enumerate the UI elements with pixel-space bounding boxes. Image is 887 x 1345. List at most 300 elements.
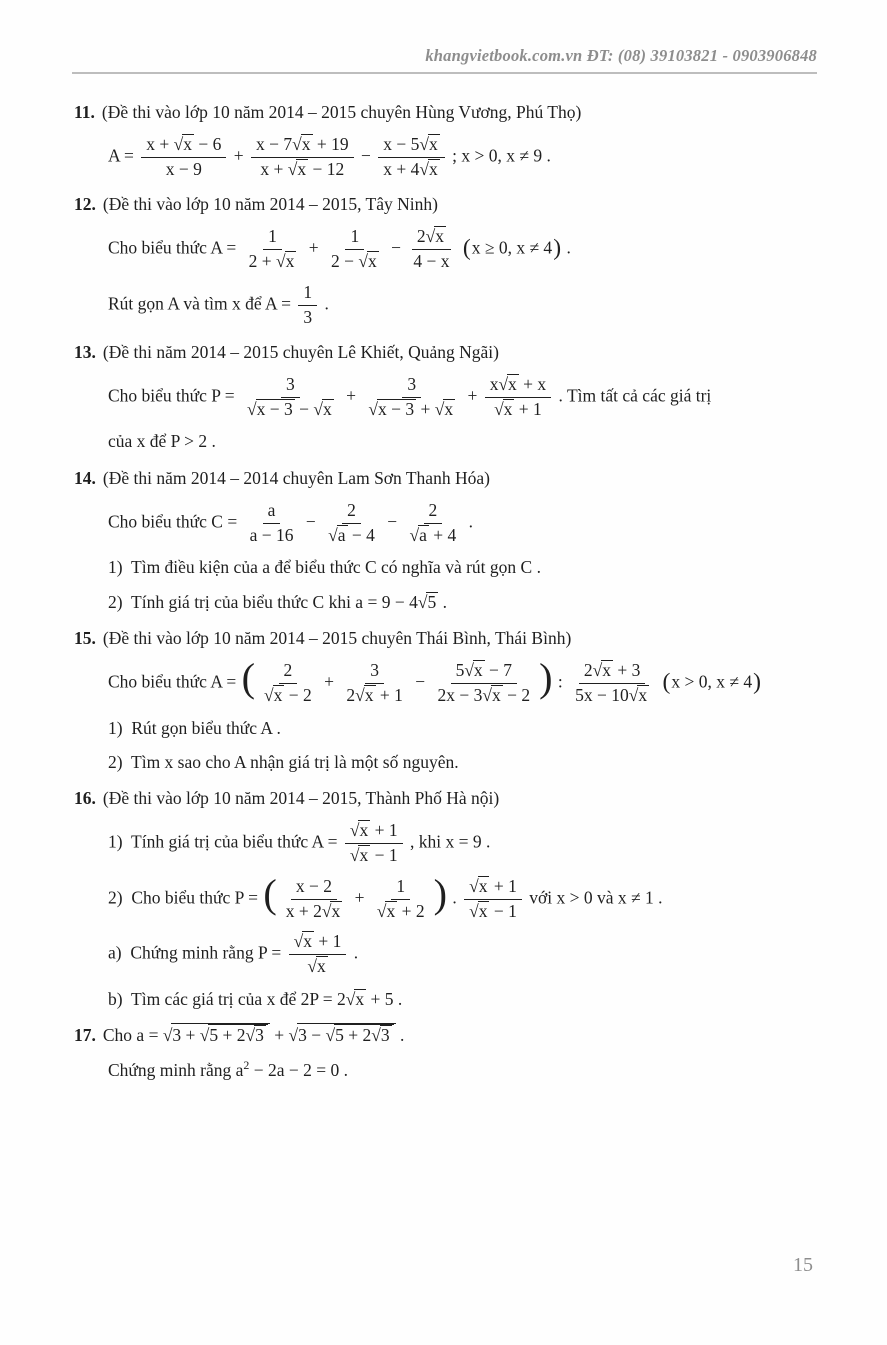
text-run: 5 (455, 659, 465, 680)
text-run: 3 (285, 373, 295, 394)
radicand (385, 901, 397, 922)
text-run: x (303, 931, 313, 952)
text-run: x (491, 684, 501, 705)
denominator (244, 250, 302, 273)
text-run: 1 (396, 875, 406, 896)
square-root (410, 525, 429, 545)
text-run: Cho biểu thức A = (108, 671, 241, 692)
problem-heading (74, 1022, 821, 1049)
radicand (182, 134, 194, 155)
problem-line (74, 281, 821, 330)
fraction (485, 374, 551, 421)
text-run: x (297, 159, 307, 179)
radical-sign-icon: √ (494, 398, 504, 419)
text-run: 4 − x (413, 250, 450, 271)
square-root (289, 1025, 396, 1045)
text-run: + (269, 1025, 289, 1046)
text-run: của x để P > 2 . (108, 431, 216, 452)
square-root (350, 820, 370, 840)
text-run: − 1 (489, 900, 517, 921)
radicand (171, 1023, 269, 1046)
radical-sign-icon: √ (307, 956, 317, 977)
text-run: 3 (370, 659, 379, 680)
problem-line (74, 589, 821, 616)
problem-title (103, 1025, 404, 1045)
radicand (428, 159, 440, 180)
denominator (363, 398, 460, 421)
text-run: x (508, 373, 517, 394)
square-root (418, 592, 438, 612)
radicand (297, 1023, 395, 1046)
text-run: x − 3 (377, 398, 415, 419)
text-run: Rút gọn A và tìm x để A = (108, 293, 296, 314)
text-run: (Đề thi vào lớp 10 năm 2014 – 2015, Tây Ninh) (102, 193, 438, 214)
text-run: 3 (303, 306, 313, 327)
problem-number: 16. (74, 787, 96, 808)
problem-number: 14. (74, 467, 96, 488)
problem-line (74, 871, 821, 924)
radical-sign-icon: √ (482, 684, 492, 705)
numerator (378, 134, 444, 158)
problem (74, 339, 821, 456)
text-run: x (301, 134, 311, 155)
text-run: 1) Rút gọn biểu thức A . (108, 717, 281, 738)
radicand (254, 1025, 266, 1046)
radicand (380, 1025, 392, 1046)
square-root (163, 1025, 270, 1045)
numerator (402, 374, 421, 398)
radical-sign-icon: √ (376, 900, 387, 921)
text-run: x (503, 398, 513, 419)
parenthesis: ) (553, 235, 562, 262)
parenthesis: ) (433, 871, 447, 917)
problem (74, 785, 821, 1014)
denominator (489, 398, 547, 421)
radical-sign-icon: √ (498, 373, 509, 394)
numerator (345, 820, 403, 844)
text-run: Chứng minh rằng a (108, 1060, 244, 1081)
text-run: Cho a = (102, 1025, 163, 1046)
radical-sign-icon: √ (245, 1025, 256, 1046)
radicand (330, 901, 342, 922)
denominator (326, 250, 384, 273)
denominator (378, 158, 444, 181)
problem-heading (74, 785, 821, 812)
text-run: 3 − (298, 1025, 326, 1046)
numerator (289, 931, 347, 955)
text-run: với x > 0 và x ≠ 1 . (524, 887, 663, 908)
text-run: 2) Tìm x sao cho A nhận giá trị là một số nguyên. (108, 751, 459, 772)
radicand (208, 1024, 267, 1046)
square-root (482, 685, 502, 705)
problem (74, 1022, 821, 1084)
radicand (285, 251, 297, 272)
text-run: b) Tìm các giá trị của x để 2P = 2 (108, 989, 346, 1010)
problem-line (74, 428, 821, 455)
radicand (273, 685, 285, 706)
square-root (377, 901, 397, 921)
text-run: + 2 (397, 900, 425, 921)
fraction (242, 374, 339, 421)
denominator (372, 900, 430, 923)
text-run: : (553, 671, 568, 692)
page-header (72, 46, 817, 74)
radical-sign-icon: √ (293, 931, 304, 952)
radicand (354, 989, 366, 1010)
problem-heading (74, 99, 821, 126)
problem-line (74, 225, 821, 274)
problem (74, 465, 821, 616)
text-run: 3 (255, 1025, 264, 1046)
numerator (485, 374, 551, 398)
radical-sign-icon: √ (349, 819, 360, 840)
text-run: − (301, 511, 321, 532)
radical-sign-icon: √ (173, 134, 184, 155)
radical-sign-icon: √ (371, 1025, 381, 1046)
parenthesis: ( (263, 871, 277, 917)
denominator (341, 684, 407, 707)
page-number: 15 (793, 1254, 813, 1276)
text-run: x + 2 (285, 900, 322, 921)
fraction (244, 226, 302, 273)
text-run: , khi x = 9 . (405, 831, 491, 852)
header-site-info: khangvietbook.com.vn ĐT: (08) 39103821 - 0903906848 (425, 46, 817, 65)
denominator (259, 684, 317, 707)
text-run: − (386, 237, 406, 258)
radicand (473, 660, 485, 681)
text-run: . (349, 942, 359, 963)
text-run: x (444, 398, 454, 419)
problem-line (74, 499, 821, 548)
radical-sign-icon: √ (287, 159, 298, 179)
radicand (334, 1024, 393, 1046)
radical-sign-icon: √ (469, 875, 479, 896)
radicand (377, 399, 416, 420)
text-run: 1) Tìm điều kiện của a để biểu thức C có nghĩa và rút gọn C . (108, 557, 541, 578)
square-root (469, 876, 489, 896)
fraction (345, 820, 403, 867)
radical-sign-icon: √ (345, 989, 356, 1010)
numerator (298, 282, 317, 306)
text-run: . (395, 1025, 405, 1046)
problem-number: 12. (74, 193, 96, 214)
text-run: − (382, 511, 402, 532)
radicand (358, 845, 370, 866)
numerator (263, 226, 282, 250)
square-root (494, 399, 514, 419)
radical-sign-icon: √ (434, 398, 445, 419)
denominator (281, 900, 347, 923)
radical-sign-icon: √ (199, 1025, 210, 1046)
problem-line (74, 554, 821, 581)
square-root (294, 931, 314, 951)
denominator (298, 306, 317, 329)
text-run: x (316, 956, 326, 977)
square-root (328, 525, 347, 545)
text-run: 5 (427, 591, 437, 612)
radicand (302, 931, 314, 952)
problem-line (74, 1056, 821, 1084)
parenthesis: ( (662, 668, 671, 695)
problem (74, 191, 821, 330)
denominator (408, 250, 454, 273)
fraction (341, 660, 407, 707)
square-root (368, 399, 416, 419)
square-root (247, 399, 295, 419)
problem-title (103, 788, 499, 808)
header-divider (72, 72, 817, 74)
text-run: x + (260, 159, 288, 179)
text-run: + 1 (314, 931, 342, 952)
text-run: x − 2 (295, 875, 333, 896)
problem-line (74, 373, 821, 422)
problem-number: 11. (74, 102, 95, 122)
square-root (246, 1025, 266, 1045)
square-root (419, 159, 439, 179)
text-run: x (638, 684, 648, 705)
radical-sign-icon: √ (288, 1025, 299, 1046)
fraction (323, 500, 380, 547)
problem-title (103, 628, 571, 648)
text-run: 2 (283, 659, 293, 680)
text-run: + 1 (370, 819, 398, 840)
radicand (301, 134, 313, 155)
problem-line (74, 930, 821, 979)
text-run: + 5 . (366, 989, 403, 1010)
text-run: 1 (350, 226, 360, 246)
text-run: . (438, 591, 447, 612)
radical-sign-icon: √ (276, 250, 286, 271)
square-root (276, 251, 296, 271)
parenthesis: ) (539, 655, 553, 701)
text-run: x (429, 134, 438, 155)
square-root (469, 901, 489, 921)
numerator (279, 660, 298, 684)
text-run: x (602, 659, 611, 680)
text-run: Cho biểu thức C = (108, 511, 242, 532)
text-run: + (350, 887, 369, 908)
numerator (579, 660, 645, 684)
radical-sign-icon: √ (417, 591, 428, 612)
text-run: 2 − (330, 250, 359, 271)
text-run: . (320, 293, 329, 314)
numerator (291, 876, 337, 900)
text-run: − 2 (284, 684, 312, 705)
problem-heading (74, 339, 821, 366)
text-run: + (304, 237, 323, 258)
radical-sign-icon: √ (425, 226, 436, 246)
fraction (289, 931, 347, 978)
text-run: x (473, 659, 483, 680)
radical-sign-icon: √ (349, 844, 360, 865)
text-run: x − 5 (383, 134, 420, 155)
problem-number: 13. (74, 341, 96, 362)
problem (74, 625, 821, 776)
problem-number: 17. (74, 1025, 96, 1046)
square-root (498, 374, 518, 394)
text-run: + (319, 671, 339, 692)
text-run: x (273, 684, 283, 705)
numerator (251, 134, 354, 158)
text-run: 2 + (248, 250, 276, 271)
text-run: 2 (347, 499, 356, 520)
denominator (242, 398, 339, 421)
numerator (391, 876, 410, 900)
text-run: 3 + (172, 1025, 200, 1046)
square-root (174, 134, 194, 154)
numerator (342, 500, 361, 524)
radical-sign-icon: √ (592, 659, 603, 680)
text-run: + 1 (514, 398, 542, 419)
square-root (355, 685, 375, 705)
text-run: + 4 (428, 524, 457, 545)
text-run: + 3 (613, 659, 641, 680)
text-run: x (429, 159, 438, 179)
text-run: x ≥ 0, x ≠ 4 (471, 237, 553, 258)
square-root (200, 1025, 268, 1045)
radical-sign-icon: √ (355, 684, 365, 705)
square-root (292, 134, 312, 154)
text-run (657, 671, 661, 691)
radicand (434, 226, 446, 247)
text-run: − (410, 671, 430, 692)
text-run: a (337, 524, 346, 545)
numerator (451, 660, 517, 684)
radicand (358, 820, 370, 841)
radicand (637, 685, 649, 706)
text-run: a (419, 524, 427, 545)
text-run: x (359, 844, 369, 865)
radicand (507, 374, 519, 395)
text-run: 3 (380, 1025, 390, 1046)
radical-sign-icon: √ (469, 900, 479, 921)
radicand (428, 134, 440, 155)
radical-sign-icon: √ (368, 398, 378, 419)
superscript: 2 (243, 1058, 250, 1073)
denominator (345, 844, 403, 867)
denominator (570, 684, 654, 707)
denominator (433, 684, 536, 707)
text-run: . (464, 511, 474, 532)
fraction (326, 226, 384, 273)
square-root (419, 134, 439, 154)
text-run: 2 (416, 226, 426, 246)
fraction (433, 660, 536, 707)
radical-sign-icon: √ (464, 659, 474, 680)
text-run: + (341, 385, 361, 406)
problem-line (74, 655, 821, 708)
text-run: Cho biểu thức A = (108, 237, 241, 258)
square-root (288, 159, 308, 179)
radicand (367, 251, 379, 272)
numerator (365, 660, 384, 684)
fraction (251, 134, 354, 181)
radicand (491, 685, 503, 706)
radical-sign-icon: √ (358, 250, 368, 271)
text-run: x (435, 226, 444, 246)
text-run: x (386, 900, 396, 921)
text-run: x (331, 900, 341, 921)
problem-line (74, 986, 821, 1013)
square-root (426, 226, 446, 246)
radical-sign-icon: √ (328, 524, 338, 545)
problem-line (74, 749, 821, 776)
denominator (161, 158, 207, 181)
radicand (443, 399, 455, 420)
radicand (601, 660, 613, 681)
radical-sign-icon: √ (321, 900, 332, 921)
radicand (478, 876, 490, 897)
fraction (141, 134, 226, 181)
text-run: x + (146, 134, 174, 155)
text-run: 2) Cho biểu thức P = (108, 887, 263, 908)
numerator (424, 500, 443, 524)
fraction (363, 374, 460, 421)
radicand (364, 685, 376, 706)
fraction (464, 876, 522, 923)
numerator (464, 876, 522, 900)
numerator (263, 500, 281, 524)
text-run: x (359, 819, 369, 840)
problem-heading (74, 191, 821, 218)
text-run: . (447, 887, 462, 908)
text-run: x (285, 250, 295, 271)
parenthesis: ( (462, 235, 471, 262)
problem-title (103, 468, 490, 488)
fraction (405, 500, 462, 547)
text-run: (Đề thi năm 2014 – 2015 chuyên Lê Khiết, Quảng Ngãi) (102, 341, 499, 362)
fraction (570, 660, 654, 707)
text-run: a − 16 (249, 524, 294, 545)
text-run: x + 4 (383, 159, 420, 179)
problem-heading (74, 625, 821, 652)
square-root (313, 399, 333, 419)
text-run: 2 (346, 684, 356, 705)
text-run: x − 3 (256, 398, 293, 419)
numerator (141, 134, 226, 158)
text-run: . Tìm tất cả các giá trị (554, 385, 712, 406)
text-run: − (294, 398, 314, 419)
text-run: x (322, 398, 332, 419)
text-run: x (364, 684, 374, 705)
radicand (503, 399, 515, 420)
denominator (302, 955, 332, 978)
problem (74, 99, 821, 182)
text-run: 2) Tính giá trị của biểu thức C khi a = 9 − 4 (108, 591, 418, 612)
text-run: − 2 (502, 684, 531, 705)
radicand (337, 525, 348, 546)
text-run: + 19 (312, 134, 349, 155)
radicand (478, 901, 490, 922)
text-run: . (562, 237, 571, 258)
text-run: Cho biểu thức P = (108, 385, 239, 406)
problem-number: 15. (74, 627, 96, 648)
problem-line (74, 715, 821, 742)
fraction (378, 134, 444, 181)
radical-sign-icon: √ (264, 684, 274, 705)
text-run: 1 (303, 281, 313, 302)
radical-sign-icon: √ (419, 159, 429, 179)
square-root (264, 685, 284, 705)
text-run: 5 + 2 (335, 1025, 372, 1046)
radical-sign-icon: √ (313, 398, 323, 419)
problem-title (102, 102, 581, 122)
text-run: 1) Tính giá trị của biểu thức A = (108, 831, 342, 852)
denominator (464, 900, 522, 923)
text-run: 3 (407, 373, 417, 394)
radical-sign-icon: √ (292, 134, 302, 155)
text-run: (Đề thi vào lớp 10 năm 2014 – 2015 chuyên Thái Bình, Thái Bình) (102, 627, 572, 648)
